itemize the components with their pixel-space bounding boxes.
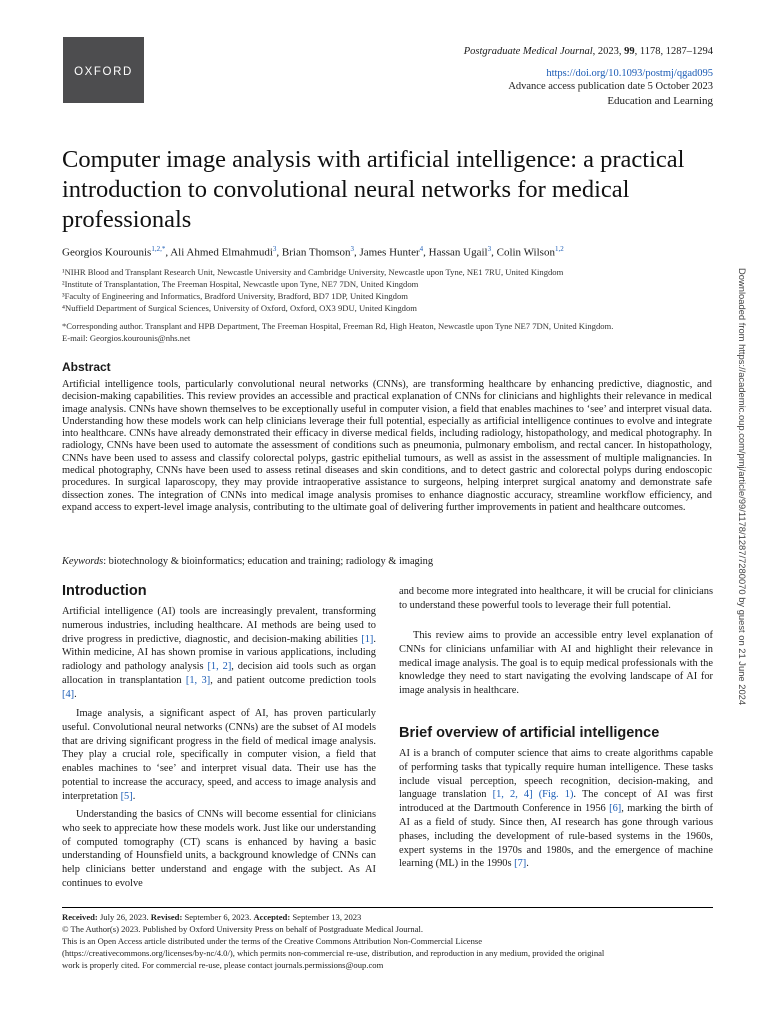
author-name: Brian Thomson: [281, 246, 351, 259]
access-date: Advance access publication date 5 October 2023: [508, 81, 713, 92]
affiliations: [62, 267, 563, 315]
intro-paragraph-1: Artificial intelligence (AI) tools are increasingly prevalent, transforming numerous industries, including healthcare. AI methods are being used to drive progress in predictive, diagnostic, and decision-making abilities [1]. Within medicine, AI has shown promise in various applications, including radiology and pathology analysis [1, 2], decision aid tools such as organ allocation in transplantation [1, 3], and patient outcome prediction tools [4].: [62, 606, 376, 700]
introduction-heading: Introduction: [62, 583, 147, 599]
citation-link[interactable]: [1, 2]: [207, 661, 232, 673]
footer-divider: [62, 907, 713, 908]
intro-paragraph-3-continued: and become more integrated into healthcare, it will be crucial for clinicians to understand these powerful tools to leverage their full potential.: [399, 586, 713, 611]
author-name: Georgios Kourounis: [62, 246, 152, 259]
author-affiliation-marker[interactable]: 3: [350, 245, 354, 253]
author-affiliation-marker[interactable]: 3: [272, 245, 277, 253]
figure-link[interactable]: (Fig. 1): [538, 789, 574, 801]
article-title: Computer image analysis with artificial intelligence: a practical introduction to convolutional neural networks for medical professionals: [62, 146, 685, 233]
article-footer: [62, 912, 604, 972]
dates-line: Received: July 26, 2023. Revised: September 6, 2023. Accepted: September 13, 2023: [62, 912, 362, 922]
abstract-heading: Abstract: [62, 360, 111, 374]
overview-paragraph-1: AI is a branch of computer science that aims to create algorithms capable of performing tasks that typically require human intelligence. These tasks include visual perception, speech recognition, decision-making, and language translation [1, 2, 4] (Fig. 1). The concept of AI was first introduced at the Dartmouth Conference in 1956 [6], marking the birth of AI as a field of study. Since then, AI research has gone through various phases, including the development of rule-based systems in the 1960s, expert systems in the 1970s and 1980s, and the emergence of machine learning (ML) in the 1990s [7].: [399, 748, 714, 870]
author-name: James Hunter: [359, 246, 420, 259]
abstract-text: Artificial intelligence tools, particularly convolutional neural networks (CNNs), are transforming healthcare by enhancing predictive, diagnostic, and decision-making capabilities. This review provides an accessible and practical explanation of CNNs for clinicians and highlights their relevance in medical image analysis. CNNs have shown themselves to be exceptionally useful in computer vision, a field that enables machines to ‘see’ and interpret visual data. Understanding how these models work can help clinicians leverage their full potential, especially as artificial intelligence continues to evolve and integrate into healthcare. CNNs have already demonstrated their efficacy in diverse medical fields, including radiology, histopathology, and medical photography. In radiology, CNNs have been used to automate the assessment of conditions such as pneumonia, pulmonary embolism, and rectal cancer. In histopathology, CNNs have been used to assess and classify colorectal polyps, gastric epithelial tumours, as well as assist in the assessment of multiple malignancies. In medical photography, CNNs have been used to assess retinal diseases and skin conditions, and to detect gastric and colorectal polyps during endoscopic procedures. In surgical laparoscopy, they may provide intraoperative assistance to surgeons, helping interpret surgical anatomy and demonstrate safe dissection zones. The integration of CNNs into medical image analysis promises to enhance diagnostic accuracy, streamline workflow efficiency, and expand access to expert-level image analysis, contributing to the ultimate goal of delivering further improvements in patient and healthcare outcomes.: [62, 379, 712, 513]
affiliation: ²Institute of Transplantation, The Freeman Hospital, Newcastle upon Tyne, NE7 7DN, United Kingdom: [62, 278, 419, 289]
author-affiliation-marker[interactable]: 1,2,*: [151, 245, 166, 253]
intro-paragraph-3: Understanding the basics of CNNs will become essential for clinicians who seek to appreciate how these models work. Just like our understanding of computed tomography (CT) scans is enhanced by having a basic understanding of Hounsfield units, a background knowledge of CNNs can help clinicians better understand and engage with the subject. As AI continues to evolve: [62, 809, 376, 889]
doi-link[interactable]: https://doi.org/10.1093/postmj/qgad095: [546, 68, 713, 79]
oxford-logo: OXFORD: [63, 37, 144, 103]
download-watermark: Downloaded from https://academic.oup.com/pmj/article/99/1178/1287/7280070 by guest on 21 June 2024: [737, 268, 748, 706]
citation-link[interactable]: [7]: [514, 858, 527, 870]
author-affiliation-marker[interactable]: 1,2: [554, 245, 564, 253]
keywords: Keywords: biotechnology & bioinformatics; education and training; radiology & imaging: [62, 556, 434, 567]
journal-citation: Postgraduate Medical Journal, 2023, 99, 1178, 1287–1294: [463, 46, 713, 57]
author-affiliation-marker[interactable]: 3: [487, 245, 492, 253]
affiliation: ³Faculty of Engineering and Informatics, Bradford University, Bradford, BD7 1DP, United Kingdom: [62, 290, 408, 301]
author-list: Georgios Kourounis$^{1,2,*}$, Ali Ahmed Elmahmudi$^3$, Brian Thomson$^3$, James Hunter$^4$, Hassan Ugail$^3$, Colin Wilson$^{1,2}$: [62, 245, 564, 259]
overview-heading: Brief overview of artificial intelligence: [399, 725, 660, 741]
author-name: Colin Wilson: [496, 246, 555, 259]
copyright-line: © The Author(s) 2023. Published by Oxford University Press on behalf of Postgraduate Medical Journal.: [62, 923, 424, 934]
intro-paragraph-4: This review aims to provide an accessible entry level explanation of CNNs for clinicians unfamiliar with AI and highlight their relevance in medical image analysis. The goal is to equip medical professionals with the knowledge they need to start navigating the evolving landscape of AI for image analysis in healthcare.: [399, 630, 713, 697]
citation-link[interactable]: [4]: [62, 688, 75, 700]
citation-link[interactable]: [6]: [609, 803, 622, 815]
citation-link[interactable]: [1]: [361, 633, 374, 645]
citation-link[interactable]: [1, 2, 4]: [492, 789, 533, 801]
license-line: This is an Open Access article distributed under the terms of the Creative Commons Attribution Non-Commercial License: [62, 935, 483, 946]
affiliation: ¹NIHR Blood and Transplant Research Unit, Newcastle University and Cambridge University, Newcastle upon Tyne, NE1 7RU, United Kingdom: [62, 267, 564, 277]
citation-link[interactable]: [5]: [120, 790, 133, 802]
correspondence: *Corresponding author. Transplant and HPB Department, The Freeman Hospital, Freeman Rd, High Heaton, Newcastle upon Tyne NE7 7DN, United Kingdom. E-mail: Georgios.kourounis@nhs.net: [62, 321, 614, 343]
author-name: Ali Ahmed Elmahmudi: [170, 246, 273, 259]
intro-paragraph-2: Image analysis, a significant aspect of AI, has proven particularly useful. Convolutional neural networks (CNNs) are the subset of AI models that are driving significant progress in the field of medical image analysis. They play a crucial role, specifically in computer vision, a field that enables machines to ‘see’ and interpret visual data. Their use has the potential to increase the accuracy, speed, and access to image analysis and interpretation [5].: [62, 708, 376, 802]
author-affiliation-marker[interactable]: 4: [419, 245, 424, 253]
license-end-line: work is properly cited. For commercial re-use, please contact journals.permissions@oup.com: [62, 959, 384, 970]
license-link[interactable]: (https://creativecommons.org/licenses/by-nc/4.0/): [62, 947, 233, 958]
affiliation: ⁴Nuffield Department of Surgical Sciences, University of Oxford, Oxford, OX3 9DU, United Kingdom: [62, 302, 417, 313]
license-url-line: (https://creativecommons.org/licenses/by-nc/4.0/), which permits non-commercial re-use, distribution, and reproduction in any medium, provided the original: [62, 947, 605, 958]
article-section: Education and Learning: [607, 95, 713, 107]
author-name: Hassan Ugail: [428, 246, 488, 259]
citation-link[interactable]: [1, 3]: [185, 674, 211, 686]
